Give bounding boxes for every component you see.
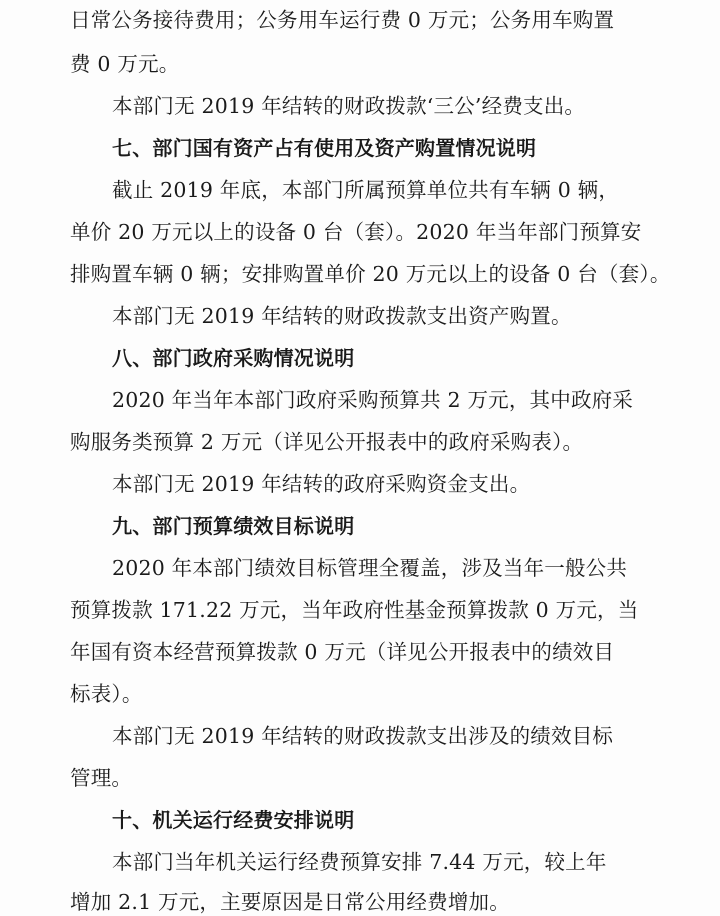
body-text-line: 2020 年当年本部门政府采购预算共 2 万元，其中政府采 bbox=[112, 388, 634, 412]
section-heading-7: 七、部门国有资产占有使用及资产购置情况说明 bbox=[112, 136, 537, 160]
body-text-line: 2020 年本部门绩效目标管理全覆盖，涉及当年一般公共 bbox=[112, 556, 628, 580]
body-text-line: 单价 20 万元以上的设备 0 台（套）。2020 年当年部门预算安 bbox=[70, 220, 642, 244]
body-text-line: 本部门无 2019 年结转的财政拨款‘三公’经费支出。 bbox=[112, 94, 586, 118]
section-heading-10: 十、机关运行经费安排说明 bbox=[112, 808, 355, 832]
body-text-line: 截止 2019 年底，本部门所属预算单位共有车辆 0 辆， bbox=[112, 178, 620, 202]
body-text-line: 排购置车辆 0 辆；安排购置单价 20 万元以上的设备 0 台（套）。 bbox=[70, 262, 671, 286]
section-heading-9: 九、部门预算绩效目标说明 bbox=[112, 514, 355, 538]
section-heading-8: 八、部门政府采购情况说明 bbox=[112, 346, 355, 370]
body-text-line: 费 0 万元。 bbox=[70, 52, 180, 76]
body-text-line: 本部门无 2019 年结转的政府采购资金支出。 bbox=[112, 472, 531, 496]
body-text-line: 预算拨款 171.22 万元，当年政府性基金预算拨款 0 万元，当 bbox=[70, 598, 639, 622]
body-text-line: 管理。 bbox=[70, 766, 133, 790]
body-text-line: 本部门无 2019 年结转的财政拨款支出资产购置。 bbox=[112, 304, 572, 328]
body-text-line: 增加 2.1 万元，主要原因是日常公用经费增加。 bbox=[70, 890, 510, 914]
body-text-line: 日常公务接待费用；公务用车运行费 0 万元；公务用车购置 bbox=[70, 8, 615, 32]
body-text-line: 本部门无 2019 年结转的财政拨款支出涉及的绩效目标 bbox=[112, 724, 614, 748]
body-text-line: 标表）。 bbox=[70, 682, 143, 706]
body-text-line: 购服务类预算 2 万元（详见公开报表中的政府采购表）。 bbox=[70, 430, 584, 454]
body-text-line: 年国有资本经营预算拨款 0 万元（详见公开报表中的绩效目 bbox=[70, 640, 615, 664]
body-text-line: 本部门当年机关运行经费预算安排 7.44 万元，较上年 bbox=[112, 850, 607, 874]
